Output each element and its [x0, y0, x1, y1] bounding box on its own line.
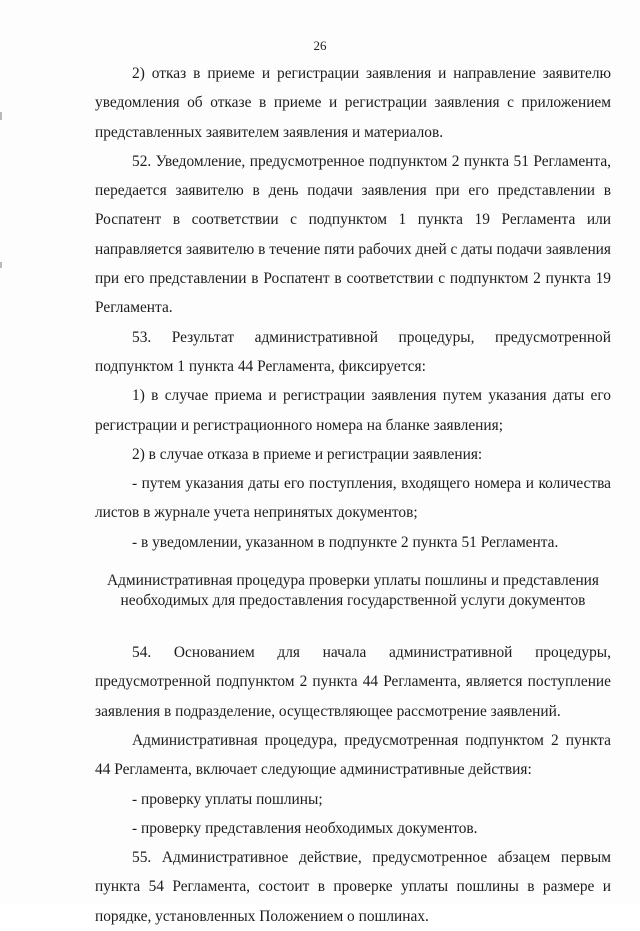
paragraph-54-procedure: Административная процедура, предусмотренная подпунктом 2 пункта 44 Регламента, включает следующие административные действия:: [95, 731, 611, 779]
paragraph-53: 53. Результат административной процедуры, предусмотренной подпунктом 1 пункта 44 Регламента, фиксируется:: [95, 328, 611, 375]
paragraph-53-item-1: 1) в случае приема и регистрации заявления путем указания даты его регистрации и регистрационного номера на бланке заявления;: [95, 387, 611, 434]
paragraph-refusal-item: 2) отказ в приеме и регистрации заявления и направление заявителю уведомления об отказе в приеме и регистрации заявления с приложением представленных заявителем заявления и материалов.: [95, 65, 611, 141]
scan-edge-mark: [0, 262, 2, 268]
paragraph-53-item-2: 2) в случае отказа в приеме и регистрации заявления:: [132, 445, 483, 463]
paragraph-52: 52. Уведомление, предусмотренное подпунктом 2 пункта 51 Регламента, передается заявителю в день подачи заявления при его представлении в Роспатент в соответствии с подпунктом 1 пункта 19 Регламента или направляется заявителю в течение пяти рабочих дней с даты подачи заявления при его представлении в Роспатент в соответствии с подпунктом 2 пункта 19 Регламента.: [95, 152, 611, 317]
scan-edge-mark: [0, 112, 2, 120]
page-number: 26: [313, 38, 327, 53]
paragraph-54-dash-1: - проверку уплаты пошлины;: [132, 790, 323, 808]
paragraph-54: 54. Основанием для начала административной процедуры, предусмотренной подпунктом 2 пункта 44 Регламента, является поступление заявления в подразделение, осуществляющее рассмотрение заявлений.: [95, 644, 611, 720]
document-body: [95, 59, 611, 931]
paragraph-54-dash-2: - проверку представления необходимых документов.: [132, 819, 478, 837]
section-heading: Административная процедура проверки уплаты пошлины и представления необходимых для предоставления государственной услуги документов: [106, 572, 600, 610]
paragraph-53-dash-2: - в уведомлении, указанном в подпункте 2 пункта 51 Регламента.: [132, 533, 559, 551]
paragraph-53-dash-1: - путем указания даты его поступления, входящего номера и количества листов в журнале учета непринятых документов;: [95, 475, 611, 522]
paragraph-55: 55. Административное действие, предусмотренное абзацем первым пункта 54 Регламента, состоит в проверке уплаты пошлины в размере и порядке, установленных Положением о пошлинах.: [95, 849, 611, 925]
